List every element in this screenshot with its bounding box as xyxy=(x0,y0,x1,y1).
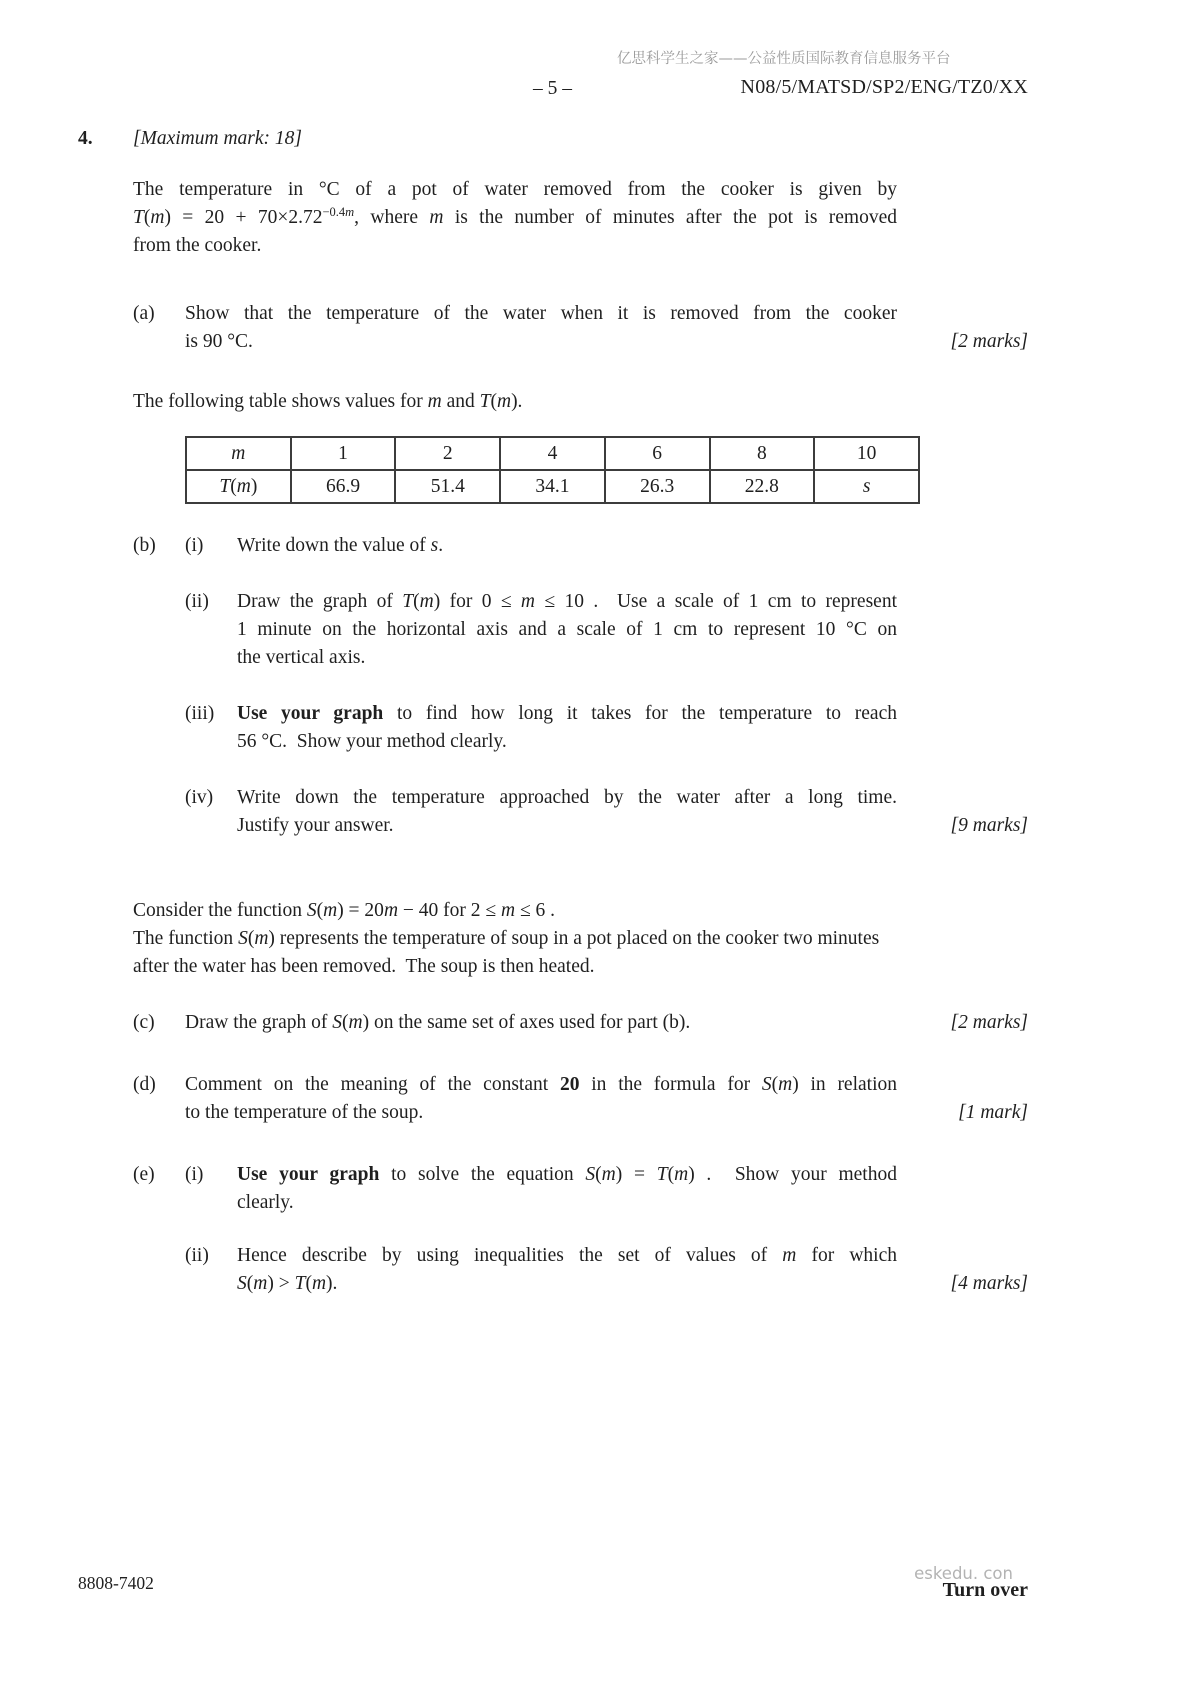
part-b-iii-text xyxy=(237,700,1028,756)
text-segment: m xyxy=(345,205,355,219)
text-segment: m xyxy=(429,207,444,228)
text-segment: ≤ 6 . xyxy=(515,900,556,921)
table-cell xyxy=(814,470,919,503)
values-table xyxy=(185,436,920,504)
text-segment: ) = 20 xyxy=(337,900,384,921)
text-segment: 26.3 xyxy=(640,476,675,497)
text-segment: m xyxy=(496,391,512,412)
text-line xyxy=(237,1189,897,1217)
text-segment: m xyxy=(253,1273,268,1294)
text-segment: ( xyxy=(230,476,237,497)
text-segment: s xyxy=(862,476,871,497)
text-segment: 51.4 xyxy=(430,476,465,497)
table-cell xyxy=(500,470,605,503)
text-segment: 22.8 xyxy=(744,476,779,497)
text-line xyxy=(185,1071,897,1099)
text-segment: and xyxy=(441,391,480,412)
part-b-label: (b) xyxy=(133,535,156,556)
part-b-marks: [9 marks] xyxy=(950,815,1028,836)
text-segment: in the formula for xyxy=(579,1074,762,1095)
part-e-i-label: (i) xyxy=(185,1164,204,1185)
text-segment: m xyxy=(601,1164,616,1185)
text-line xyxy=(133,232,897,260)
text-segment: m xyxy=(323,900,338,921)
part-b-iii-label: (iii) xyxy=(185,703,215,724)
part-b-i-label: (i) xyxy=(185,535,204,556)
part-e-i xyxy=(185,1161,1028,1217)
part-b-iii xyxy=(185,700,1028,756)
text-segment: S xyxy=(238,928,248,949)
part-d-marks: [1 mark] xyxy=(958,1102,1028,1123)
text-segment: ) = 20 + 70×2.72 xyxy=(164,207,323,228)
text-line xyxy=(237,728,897,756)
text-segment: m xyxy=(427,391,442,412)
part-b xyxy=(133,532,1028,840)
text-line xyxy=(185,1099,897,1127)
text-segment: to solve the equation xyxy=(379,1164,586,1185)
text-segment: m xyxy=(419,591,434,612)
part-c xyxy=(133,1009,1028,1037)
text-line xyxy=(237,644,897,672)
text-segment: ≤ 10 . Use a scale of 1 cm to represent xyxy=(535,591,897,612)
text-segment: m xyxy=(778,1074,793,1095)
document-code: 8808-7402 xyxy=(78,1573,154,1593)
text-segment: ( xyxy=(490,391,497,412)
text-line xyxy=(133,176,897,204)
table-cell xyxy=(291,437,396,470)
part-d-label: (d) xyxy=(133,1074,156,1095)
text-segment: Show that the temperature of the water when it is removed from the cooker xyxy=(185,303,897,324)
part-a-text xyxy=(185,300,1028,356)
text-segment: − 40 for 2 ≤ xyxy=(398,900,501,921)
part-d xyxy=(133,1071,1028,1127)
text-segment: T xyxy=(402,591,414,612)
table-cell xyxy=(395,470,500,503)
text-segment: ( xyxy=(342,1012,349,1033)
text-segment: from the cooker. xyxy=(133,235,262,256)
text-segment: ( xyxy=(143,207,151,228)
text-segment: Comment on the meaning of the constant xyxy=(185,1074,560,1095)
text-segment: ( xyxy=(595,1164,602,1185)
text-line xyxy=(133,897,1028,925)
text-line xyxy=(133,953,1028,981)
text-segment: Hence describe by using inequalities the set of values of xyxy=(237,1245,783,1266)
text-segment: T xyxy=(479,391,491,412)
text-segment: 1 minute on the horizontal axis and a scale of 1 cm to represent 10 °C on xyxy=(237,619,897,640)
text-segment: The temperature in °C of a pot of water removed from the cooker is given by xyxy=(133,179,897,200)
text-segment: The following table shows values for xyxy=(133,391,428,412)
table-intro xyxy=(133,388,1028,416)
text-segment: The function xyxy=(133,928,239,949)
part-a-marks: [2 marks] xyxy=(950,331,1028,352)
text-line xyxy=(237,812,897,840)
text-segment: T xyxy=(133,207,144,228)
text-segment: m xyxy=(383,900,399,921)
text-segment: Write down the temperature approached by the water after a long time. xyxy=(237,787,897,808)
part-e-ii xyxy=(185,1242,1028,1298)
text-segment: for which xyxy=(796,1245,897,1266)
text-segment: ( xyxy=(771,1074,779,1095)
text-segment: is 90 °C. xyxy=(185,331,253,352)
text-segment: m xyxy=(500,900,516,921)
text-segment: ( xyxy=(413,591,420,612)
text-segment: ). xyxy=(511,391,523,412)
text-segment: clearly. xyxy=(237,1192,294,1213)
text-line xyxy=(237,532,897,560)
text-line xyxy=(237,700,897,728)
text-segment: ). xyxy=(326,1273,338,1294)
text-segment: 56 °C. Show your method clearly. xyxy=(237,731,507,752)
part-b-ii xyxy=(185,588,1028,672)
text-line xyxy=(237,616,897,644)
part-c-label: (c) xyxy=(133,1012,155,1033)
text-segment: Use your graph xyxy=(237,1164,380,1185)
part-d-text xyxy=(185,1071,1028,1127)
text-segment: 66.9 xyxy=(325,476,361,497)
text-line xyxy=(237,784,897,812)
part-b-iv-text xyxy=(237,784,1028,840)
part-a xyxy=(133,300,1028,356)
part-e xyxy=(133,1161,1028,1298)
text-segment: ) = xyxy=(615,1164,657,1185)
text-segment: ) . Show your method xyxy=(688,1164,897,1185)
text-segment: ( xyxy=(247,928,255,949)
text-segment: m xyxy=(311,1273,327,1294)
text-line xyxy=(133,925,1028,953)
text-segment: 34.1 xyxy=(535,476,570,497)
text-segment: . xyxy=(438,535,444,556)
maximum-mark: [Maximum mark: 18] xyxy=(133,128,302,149)
text-segment: m xyxy=(254,928,269,949)
text-segment: ( xyxy=(316,900,324,921)
page-number: – 5 – xyxy=(533,78,572,99)
table-cell xyxy=(814,437,919,470)
text-segment: T xyxy=(656,1164,668,1185)
text-segment: S xyxy=(237,1273,247,1294)
text-line xyxy=(185,328,897,356)
part-e-marks: [4 marks] xyxy=(950,1273,1028,1294)
part-b-iv xyxy=(185,784,1028,840)
text-segment: 20 xyxy=(559,1074,580,1095)
text-segment: Use your graph xyxy=(237,703,384,724)
text-line xyxy=(237,588,897,616)
text-segment: ) in relation xyxy=(792,1074,897,1095)
text-line xyxy=(237,1242,897,1270)
part-e-i-text xyxy=(237,1161,1028,1217)
part-c-marks: [2 marks] xyxy=(950,1012,1028,1033)
table-cell xyxy=(291,470,396,503)
text-segment: T xyxy=(219,476,231,497)
text-segment: 2 xyxy=(442,443,453,464)
text-segment: Justify your answer. xyxy=(237,815,394,836)
text-segment: 6 xyxy=(652,443,663,464)
text-segment: to find how long it takes for the temperature to reach xyxy=(383,703,897,724)
part-b-i-text xyxy=(237,532,1028,560)
text-segment: 8 xyxy=(756,443,767,464)
text-segment: ) > xyxy=(267,1273,295,1294)
part-b-ii-label: (ii) xyxy=(185,591,209,612)
paper-code: N08/5/MATSD/SP2/ENG/TZ0/XX xyxy=(740,76,1028,98)
part-c-text xyxy=(185,1009,1028,1037)
text-segment: m xyxy=(231,443,246,464)
text-segment: Write down the value of xyxy=(237,535,431,556)
text-segment: S xyxy=(306,900,317,921)
text-segment: 4 xyxy=(547,443,558,464)
table-cell xyxy=(186,470,291,503)
text-segment: ) for 0 ≤ xyxy=(433,591,521,612)
text-segment: the vertical axis. xyxy=(237,647,366,668)
text-segment: ( xyxy=(305,1273,312,1294)
text-line xyxy=(133,204,897,232)
site-watermark: 亿思科学生之家——公益性质国际教育信息服务平台 xyxy=(617,51,951,67)
text-segment: s xyxy=(430,535,439,556)
table-cell xyxy=(395,437,500,470)
text-segment: ( xyxy=(667,1164,675,1185)
text-segment: is the number of minutes after the pot is removed xyxy=(443,207,897,228)
part-b-iv-label: (iv) xyxy=(185,787,214,808)
footer-watermark: eskedu. con xyxy=(914,1564,1013,1583)
text-segment: m xyxy=(150,207,165,228)
table-row-m xyxy=(186,437,919,470)
text-segment: m xyxy=(348,1012,363,1033)
text-segment: ) on the same set of axes used for part (b). xyxy=(362,1012,691,1033)
text-segment: −0.4 xyxy=(322,205,346,219)
text-segment: T xyxy=(294,1273,306,1294)
text-segment: ) xyxy=(250,476,258,497)
part-b-subparts xyxy=(185,532,1028,840)
text-segment: m xyxy=(674,1164,689,1185)
part-e-subparts xyxy=(185,1161,1028,1298)
table-cell xyxy=(500,437,605,470)
text-segment: ( xyxy=(246,1273,254,1294)
table-cell xyxy=(605,470,710,503)
part-e-ii-label: (ii) xyxy=(185,1245,209,1266)
text-segment: ) represents the temperature of soup in a pot placed on the cooker two minutes xyxy=(268,928,880,949)
table-cell xyxy=(710,437,815,470)
text-segment: , where xyxy=(354,207,430,228)
text-line xyxy=(185,300,897,328)
text-segment: to the temperature of the soup. xyxy=(185,1102,424,1123)
text-segment: S xyxy=(585,1164,596,1185)
question-4 xyxy=(78,125,1028,1298)
text-line xyxy=(237,1270,897,1298)
part-e-label: (e) xyxy=(133,1164,155,1185)
text-segment: S xyxy=(332,1012,343,1033)
text-segment: 10 xyxy=(856,443,877,464)
question-number: 4. xyxy=(78,128,93,149)
text-line xyxy=(237,1161,897,1189)
table-cell xyxy=(710,470,815,503)
text-segment: Draw the graph of xyxy=(185,1012,333,1033)
part-e-ii-text xyxy=(237,1242,1028,1298)
text-segment: S xyxy=(761,1074,772,1095)
part-b-ii-text xyxy=(237,588,1028,672)
text-segment: Consider the function xyxy=(133,900,307,921)
text-segment: Draw the graph of xyxy=(237,591,403,612)
table-cell xyxy=(186,437,291,470)
text-segment: m xyxy=(236,476,251,497)
text-segment: m xyxy=(520,591,536,612)
text-segment: 1 xyxy=(338,443,348,464)
text-line xyxy=(185,1009,897,1037)
question-intro xyxy=(133,176,1028,260)
text-segment: m xyxy=(782,1245,797,1266)
consider-paragraph xyxy=(133,897,1028,981)
table-row-tm xyxy=(186,470,919,503)
part-a-label: (a) xyxy=(133,303,155,324)
text-segment: after the water has been removed. The soup is then heated. xyxy=(133,956,595,977)
turn-over-label: Turn over xyxy=(942,1579,1028,1601)
part-b-i xyxy=(185,532,1028,560)
table-cell xyxy=(605,437,710,470)
text-line xyxy=(133,388,1028,416)
question-heading xyxy=(78,125,1028,153)
